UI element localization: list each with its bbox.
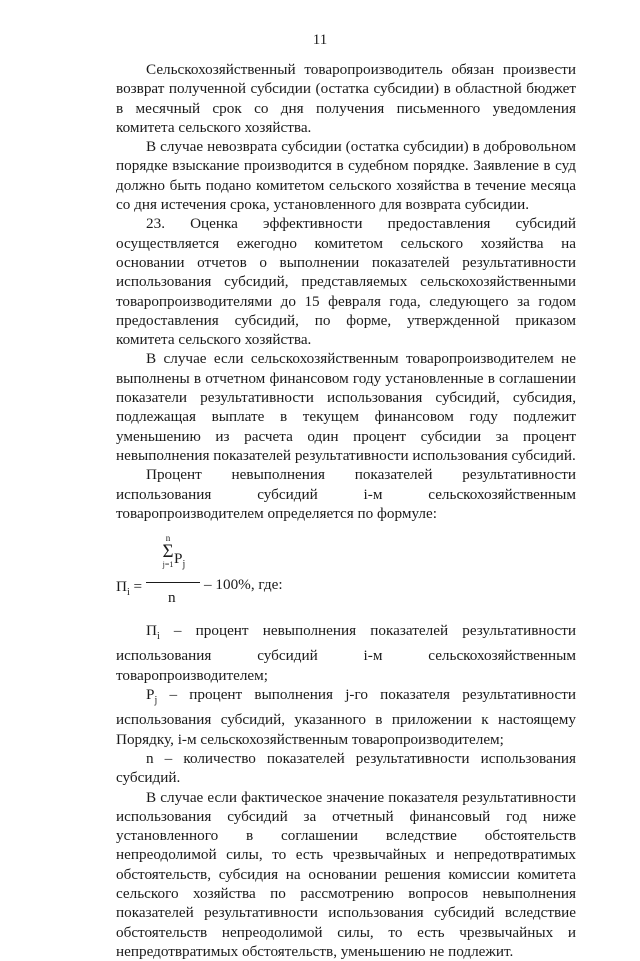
definition-pj: $P_j$ – процент выполнения j-го показателя результативности использования субсидий, указанного в приложении к настоящему Порядку, i-м сельскохозяйственным товаропроизводителем;: [116, 686, 576, 748]
formula: [116, 533, 576, 615]
document-body: [116, 60, 576, 961]
formula-rhs: – 100%, где:: [204, 576, 283, 594]
definition-pi: $П_i$ – процент невыполнения показателей результативности использования субсидий i-м сельскохозяйственным товаропроизводителем;: [116, 622, 576, 684]
formula-term: $P_j$: [174, 550, 186, 571]
paragraph-reduction: В случае если сельскохозяйственным товаропроизводителем не выполнены в отчетном финансовом году установленные в соглашении показатели результативности использования субсидий, субсидия, подлежащая выплате в текущем финансовом году подлежит уменьшению из расчета один процент субсидии за процент невыполнения показателей результативности использования субсидий.: [116, 350, 576, 464]
formula-lhs: $П_i$ =: [116, 578, 143, 599]
formula-sum-symbol: n Σ j=1: [162, 533, 174, 570]
paragraph-formula-intro: Процент невыполнения показателей результативности использования субсидий i-м сельскохозяйственным товаропроизводителем определяется по формуле:: [116, 466, 576, 522]
formula-fraction-bar: [146, 582, 200, 583]
formula-denominator: n: [168, 589, 176, 607]
paragraph-court: В случае невозврата субсидии (остатка субсидии) в добровольном порядке взыскание производится в судебном порядке. Заявление в суд должно быть подано комитетом сельского хозяйства в течение месяца со дня истечения срока, установленного для возврата субсидии.: [116, 138, 576, 214]
definition-n: n – количество показателей результативности использования субсидий.: [116, 749, 576, 787]
paragraph-force-majeure: В случае если фактическое значение показателя результативности использования субсидий за отчетный финансовый год ниже установленного в соглашении вследствие обстоятельств непреодолимой силы, то есть чрезвычайных и непредотвратимых обстоятельств, субсидия на основании решения комиссии комитета сельского хозяйства по рассмотрению вопросов невыполнения показателей результативности использования субсидий вследствие обстоятельств непреодолимой силы, то есть чрезвычайных и непредотвратимых обстоятельств, уменьшению не подлежит.: [116, 788, 576, 960]
paragraph-23-efficiency: 23. Оценка эффективности предоставления субсидий осуществляется ежегодно комитетом сельского хозяйства на основании отчетов о выполнении показателей результативности использования субсидий, представляемых сельскохозяйственными товаропроизводителями до 15 февраля года, следующего за годом предоставления субсидий, по форме, утвержденной приказом комитета сельского хозяйства.: [116, 215, 576, 349]
page-number: 11: [312, 32, 328, 48]
paragraph-refund: Сельскохозяйственный товаропроизводитель обязан произвести возврат полученной субсидии (остатка субсидии) в областной бюджет в месячный срок со дня получения письменного уведомления комитета сельского хозяйства.: [116, 61, 576, 136]
